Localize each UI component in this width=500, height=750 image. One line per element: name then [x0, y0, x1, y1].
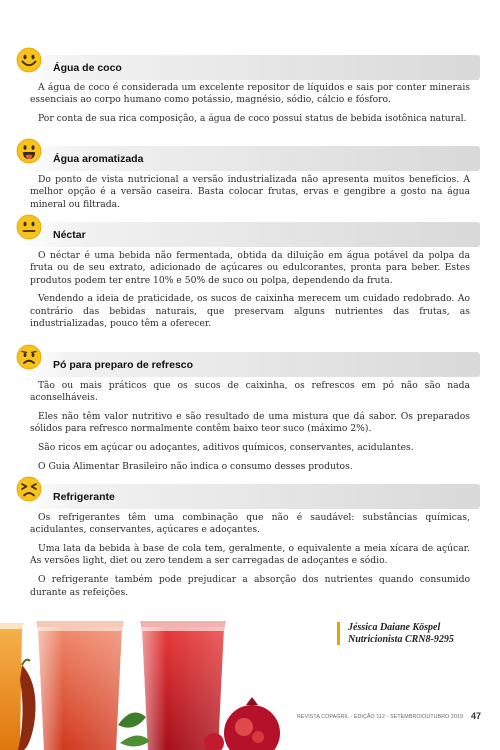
paragraph: Por conta de sua rica composição, a água de coco possui status de bebida isotônica natural.: [38, 113, 467, 125]
magazine-footer: REVISTA COPAGRIL - EDIÇÃO 112 - SETEMBRO/OUTUBRO 2019: [297, 714, 464, 720]
disgusted-face-icon: [16, 476, 42, 502]
author-name: Jéssica Daiane Köspel: [348, 622, 441, 633]
paragraph: Eles não têm valor nutritivo e são resultado de uma mistura que dá sabor. Os preparados sólidos para refresco normalmente contêm baixo teor suco (máximo 2%).: [30, 411, 470, 435]
neutral-face-icon: [16, 214, 42, 240]
section-body: [30, 82, 470, 132]
paragraph: Tão ou mais práticos que os sucos de caixinha, os refrescos em pó não são nada aconselháveis.: [30, 380, 470, 404]
happy-face-icon: [16, 47, 42, 73]
paragraph: A água de coco é considerada um excelente repositor de líquidos e sais por conter minerais essenciais ao corpo humano como potássio, magnésio, sódio, cálcio e fósforo.: [30, 82, 470, 106]
paragraph: Uma lata da bebida à base de cola tem, geralmente, o equivalente a meia xícara de açúcar. As versões light, diet ou zero tendem a ser carregadas de adoçantes e sódio.: [30, 543, 470, 567]
paragraph: O Guia Alimentar Brasileiro não indica o consumo desses produtos.: [38, 461, 353, 473]
section-body: [30, 380, 470, 480]
paragraph: O refrigerante também pode prejudicar a absorção dos nutrientes quando consumido durante as refeições.: [30, 574, 470, 598]
section-title: Água aromatizada: [53, 153, 144, 165]
author-signature: [337, 622, 454, 645]
section-header: [18, 222, 480, 247]
paragraph: Vendendo a ideia de praticidade, os sucos de caixinha merecem um cuidado redobrado. Ao contrário das bebidas naturais, que preservam alguns nutrientes das frutas, as industrializadas, pouco têm a oferecer.: [30, 293, 470, 330]
tongue-out-face-icon: [16, 138, 42, 164]
paragraph: Os refrigerantes têm uma combinação que não é saudável: substâncias químicas, acidulantes, conservantes, açúcares e adoçantes.: [30, 512, 470, 536]
page-number: 47: [471, 711, 482, 721]
sad-face-icon: [16, 344, 42, 370]
section-header: [18, 484, 480, 509]
section-body: [30, 250, 470, 337]
section-header: [18, 55, 480, 80]
section-body: [30, 174, 470, 217]
section-title: Pó para preparo de refresco: [53, 359, 194, 371]
paragraph: São ricos em açúcar ou adoçantes, aditivos químicos, conservantes, acidulantes.: [38, 442, 414, 454]
section-title: Néctar: [53, 229, 86, 241]
juice-glasses-photo: [0, 605, 300, 750]
section-header: [18, 146, 480, 171]
section-title: Água de coco: [53, 62, 122, 74]
section-body: [30, 512, 470, 606]
paragraph: Do ponto de vista nutricional a versão industrializada não apresenta muitos benefícios. A melhor opção é a versão caseira. Basta colocar frutas, ervas e gengibre a gosto na água mineral ou filtrada.: [30, 174, 470, 210]
paragraph: O néctar é uma bebida não fermentada, obtida da diluição em água potável da polpa da fruta ou de seu extrato, adicionado de açúcares ou edulcorantes, pronta para beber. Estes produtos podem ter entre 10% e 50% de suco ou polpa, dependendo da fruta.: [30, 250, 470, 286]
section-title: Refrigerante: [53, 491, 115, 503]
author-role: Nutricionista CRN8-9295: [348, 633, 454, 645]
section-header: [18, 352, 480, 377]
